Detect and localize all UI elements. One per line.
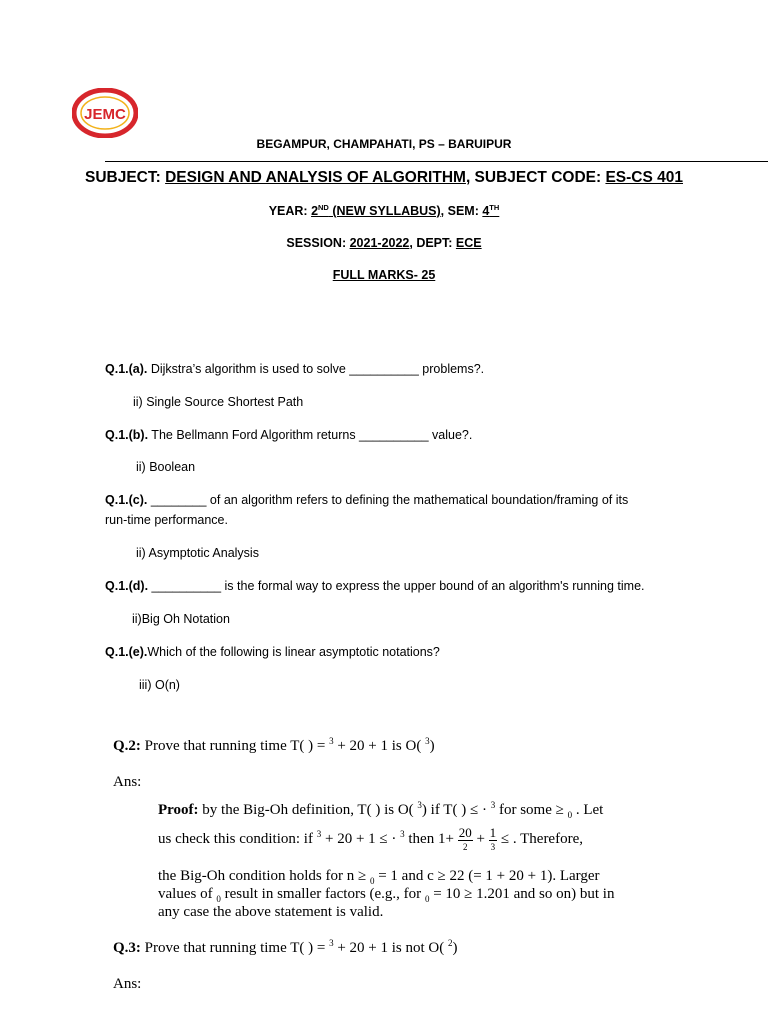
subject-line: SUBJECT: DESIGN AND ANALYSIS OF ALGORITHM, SUBJECT CODE: ES-CS 401 [85, 169, 683, 186]
answer-1e: iii) O(n) [139, 678, 180, 692]
answer-1a: ii) Single Source Shortest Path [133, 395, 304, 409]
answer-3-label: Ans: [113, 976, 142, 992]
dept-value: ECE [455, 236, 482, 250]
subject-code: ES-CS 401 [605, 169, 683, 186]
answer-1c: ii) Asymptotic Analysis [136, 546, 259, 560]
college-address: BEGAMPUR, CHAMPAHATI, PS – BARUIPUR [256, 137, 512, 151]
full-marks: FULL MARKS- 25 [332, 268, 436, 282]
header-divider [105, 161, 768, 162]
question-1a: Q.1.(a). Dijkstra’s algorithm is used to solve __________ problems?. [105, 362, 485, 376]
year-value: 2ND (NEW SYLLABUS) [311, 202, 441, 218]
subject-name: DESIGN AND ANALYSIS OF ALGORITHM [165, 169, 466, 186]
sem-value: 4TH [482, 202, 500, 218]
fraction-1-over-n3: $\frac{1}{3}$ [489, 825, 497, 852]
fraction-20-over-n2: $\frac{20}{2}$ [458, 825, 472, 852]
question-2: Q.2: Prove that running time T( ) = $^3$ + 20 + 1 is O( $^3$) [113, 736, 435, 754]
proof-line-2: us check this condition: if $^3$ + 20 + 1 ≤ · $^3$ then 1+ $\frac{20}{2}$ + $\frac{1}{3}$ ≤ . Therefore, [158, 825, 583, 852]
proof-line-3: the Big-Oh condition holds for n ≥ $_0$ = 1 and c ≥ 22 (= 1 + 20 + 1). Larger [158, 868, 600, 886]
year-sem-line: YEAR: 2ND (NEW SYLLABUS), SEM: 4TH [268, 202, 500, 218]
session-dept-line: SESSION: 2021-2022, DEPT: ECE [286, 236, 482, 250]
question-1b: Q.1.(b). The Bellmann Ford Algorithm returns __________ value?. [105, 428, 473, 442]
question-1c-cont: run-time performance. [105, 513, 228, 527]
answer-1d: ii)Big Oh Notation [132, 612, 230, 626]
logo-initials: JEMC [84, 106, 126, 123]
question-3: Q.3: Prove that running time T( ) = $^3$ + 20 + 1 is not O( $^2$) [113, 938, 458, 956]
college-logo [72, 88, 138, 138]
session-value: 2021-2022 [349, 236, 410, 250]
proof-line-5: any case the above statement is valid. [158, 904, 384, 920]
logo-emblem-icon [72, 88, 138, 138]
question-1e: Q.1.(e).Which of the following is linear asymptotic notations? [105, 645, 440, 659]
proof-line-4: values of $_0$ result in smaller factors (e.g., for $_0$ = 10 ≥ 1.201 and so on) but in [158, 886, 615, 904]
answer-2-label: Ans: [113, 774, 142, 790]
question-1d: Q.1.(d). __________ is the formal way to express the upper bound of an algorithm's running time. [105, 579, 645, 593]
answer-1b: ii) Boolean [136, 460, 196, 474]
proof-line-1: Proof: by the Big-Oh definition, T( ) is O( $^3$) if T( ) ≤ · $^3$ for some ≥ $_0$ . Let [158, 800, 604, 820]
question-1c: Q.1.(c). ________ of an algorithm refers to defining the mathematical boundation/framing of its [105, 493, 629, 507]
